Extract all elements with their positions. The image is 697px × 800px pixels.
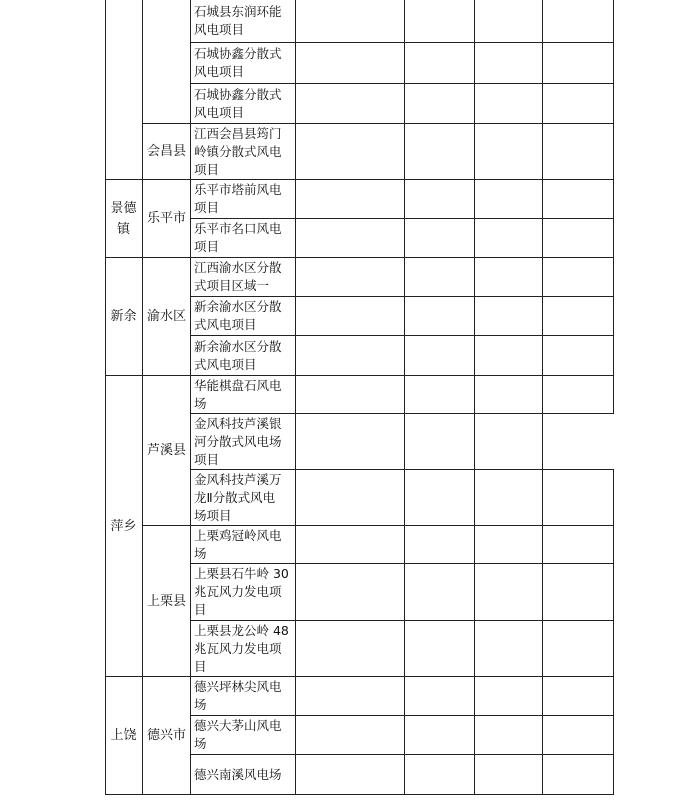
cell-text-line: 项目	[194, 161, 220, 177]
empty-cell	[405, 716, 475, 755]
cell-text-line: 德兴坪林尖风电	[194, 679, 282, 694]
cell-text-line: 德兴大茅山风电	[194, 718, 282, 733]
county-name: 会昌县	[146, 144, 186, 159]
empty-cell	[405, 84, 475, 124]
empty-cell	[543, 414, 614, 470]
cell-text-line: 德兴南溪风电场	[194, 766, 282, 782]
cell-text-line: 华能棋盘石风电	[194, 377, 282, 393]
empty-cell	[475, 0, 543, 43]
empty-cell	[475, 258, 543, 297]
empty-cell	[296, 716, 405, 755]
empty-cell	[543, 258, 614, 297]
county-name: 德兴市	[146, 728, 186, 743]
cell-text-line: 上栗县龙公岭 48	[194, 622, 289, 638]
cell-text-line: 兆瓦风力发电项	[194, 640, 282, 656]
empty-cell	[405, 526, 475, 564]
empty-cell	[475, 470, 543, 526]
empty-cell	[405, 180, 475, 219]
empty-cell	[405, 336, 475, 376]
city-cell	[105, 180, 143, 258]
empty-cell	[405, 376, 475, 414]
cell-text-line: 项目	[194, 239, 220, 254]
county-name: 芦溪县	[146, 443, 186, 458]
project-name-cell	[191, 297, 296, 336]
project-name-cell	[191, 677, 296, 716]
empty-cell	[543, 297, 614, 336]
cell-text-line: 上栗县石牛岭 30	[194, 566, 289, 581]
cell-text-line: 项目	[194, 451, 220, 467]
city-name	[110, 198, 136, 240]
cell-text-line: 石城县东润环能	[194, 4, 282, 19]
empty-cell	[543, 621, 614, 677]
county-cell	[143, 258, 191, 376]
cell-text-line: 式项目区域一	[194, 278, 270, 293]
city-name: 新余	[110, 309, 137, 324]
cell-text-line: 龙Ⅱ分散式风电	[194, 489, 276, 505]
cell-text-line: 风电项目	[194, 104, 245, 120]
empty-cell	[543, 124, 614, 180]
cell-text-line: 河分散式风电场	[194, 433, 282, 449]
cell-text-line: 场	[194, 697, 207, 712]
project-name-cell	[191, 219, 296, 258]
project-name-cell	[191, 0, 296, 43]
empty-cell	[475, 376, 543, 414]
city-cell	[105, 677, 143, 795]
city-name: 萍乡	[110, 518, 137, 534]
empty-cell	[405, 124, 475, 180]
empty-cell	[296, 526, 405, 564]
empty-cell	[296, 376, 405, 414]
empty-cell	[475, 124, 543, 180]
county-name: 乐平市	[146, 211, 186, 226]
county-name: 渝水区	[146, 309, 186, 324]
cell-text-line: 石城协鑫分散式	[194, 46, 282, 61]
cell-text-line: 新余渝水区分散	[194, 338, 282, 354]
cell-text-line: 金风科技芦溪银	[194, 415, 282, 431]
empty-cell	[296, 470, 405, 526]
project-name-cell	[191, 716, 296, 755]
cell-text-line: 场项目	[194, 507, 232, 523]
empty-cell	[543, 755, 614, 795]
cell-text-line: 项目	[194, 200, 220, 215]
project-name-cell	[191, 621, 296, 677]
empty-cell	[296, 621, 405, 677]
empty-cell	[405, 755, 475, 795]
project-name-cell	[191, 414, 296, 470]
county-name: 上栗县	[146, 593, 186, 609]
city-name-line: 景德	[110, 200, 137, 216]
empty-cell	[475, 414, 543, 470]
cell-text-line: 岭镇分散式风电	[194, 143, 282, 159]
empty-cell	[405, 258, 475, 297]
empty-cell	[296, 677, 405, 716]
empty-cell	[475, 43, 543, 84]
project-name-cell	[191, 376, 296, 414]
empty-cell	[543, 716, 614, 755]
project-name-cell	[191, 470, 296, 526]
empty-cell	[543, 43, 614, 84]
cell-text-line: 式风电项目	[194, 317, 257, 332]
empty-cell	[296, 0, 405, 43]
project-name-cell	[191, 84, 296, 124]
empty-cell	[296, 124, 405, 180]
county-cell	[143, 376, 191, 526]
city-cell	[105, 376, 143, 677]
cell-text-line: 石城协鑫分散式	[194, 86, 282, 102]
empty-cell	[543, 470, 614, 526]
empty-cell	[543, 84, 614, 124]
empty-cell	[543, 526, 614, 564]
city-cell	[105, 258, 143, 376]
cell-text-line: 场	[194, 545, 207, 561]
empty-cell	[475, 336, 543, 376]
empty-cell	[296, 180, 405, 219]
empty-cell	[475, 677, 543, 716]
project-name-cell	[191, 43, 296, 84]
project-name-cell	[191, 180, 296, 219]
cell-text-line: 新余渝水区分散	[194, 299, 282, 314]
cell-text-line: 江西渝水区分散	[194, 260, 282, 275]
city-name: 上饶	[110, 728, 137, 743]
city-cell	[105, 0, 143, 180]
empty-cell	[543, 564, 614, 621]
cell-text-line: 目	[194, 602, 207, 617]
cell-text-line: 金风科技芦溪万	[194, 471, 282, 487]
empty-cell	[405, 297, 475, 336]
project-name-cell	[191, 564, 296, 621]
project-name-cell	[191, 124, 296, 180]
project-name-cell	[191, 258, 296, 297]
city-name-line: 镇	[116, 221, 130, 237]
empty-cell	[475, 564, 543, 621]
empty-cell	[405, 414, 475, 470]
empty-cell	[475, 297, 543, 336]
cell-text-line: 兆瓦风力发电项	[194, 584, 282, 599]
empty-cell	[296, 755, 405, 795]
project-name-cell	[191, 526, 296, 564]
empty-cell	[405, 621, 475, 677]
empty-cell	[543, 677, 614, 716]
empty-cell	[405, 677, 475, 716]
empty-cell	[543, 0, 614, 43]
empty-cell	[543, 180, 614, 219]
empty-cell	[405, 219, 475, 258]
county-cell	[143, 526, 191, 677]
empty-cell	[543, 376, 614, 414]
county-cell	[143, 124, 191, 180]
empty-cell	[543, 336, 614, 376]
empty-cell	[296, 43, 405, 84]
empty-cell	[475, 526, 543, 564]
empty-cell	[296, 219, 405, 258]
cell-text-line: 场	[194, 736, 207, 751]
empty-cell	[475, 755, 543, 795]
cell-text-line: 乐平市塔前风电	[194, 182, 282, 197]
empty-cell	[543, 219, 614, 258]
cell-text-line: 江西会昌县筠门	[194, 125, 282, 141]
cell-text-line: 场	[194, 395, 207, 411]
empty-cell	[405, 470, 475, 526]
empty-cell	[475, 621, 543, 677]
cell-text-line: 上栗鸡冠岭风电	[194, 527, 282, 543]
empty-cell	[475, 219, 543, 258]
project-name-cell	[191, 755, 296, 795]
empty-cell	[296, 564, 405, 621]
empty-cell	[296, 336, 405, 376]
empty-cell	[296, 297, 405, 336]
cell-text-line: 式风电项目	[194, 356, 257, 372]
empty-cell	[475, 180, 543, 219]
empty-cell	[475, 716, 543, 755]
empty-cell	[405, 0, 475, 43]
county-cell	[143, 180, 191, 258]
empty-cell	[475, 84, 543, 124]
empty-cell	[405, 564, 475, 621]
cell-text-line: 风电项目	[194, 64, 245, 79]
project-name-cell	[191, 336, 296, 376]
county-cell	[143, 0, 191, 124]
cell-text-line: 风电项目	[194, 22, 245, 37]
cell-text-line: 乐平市名口风电	[194, 221, 282, 236]
empty-cell	[296, 414, 405, 470]
empty-cell	[405, 43, 475, 84]
empty-cell	[296, 258, 405, 297]
cell-text-line: 目	[194, 658, 207, 674]
empty-cell	[296, 84, 405, 124]
county-cell	[143, 677, 191, 795]
